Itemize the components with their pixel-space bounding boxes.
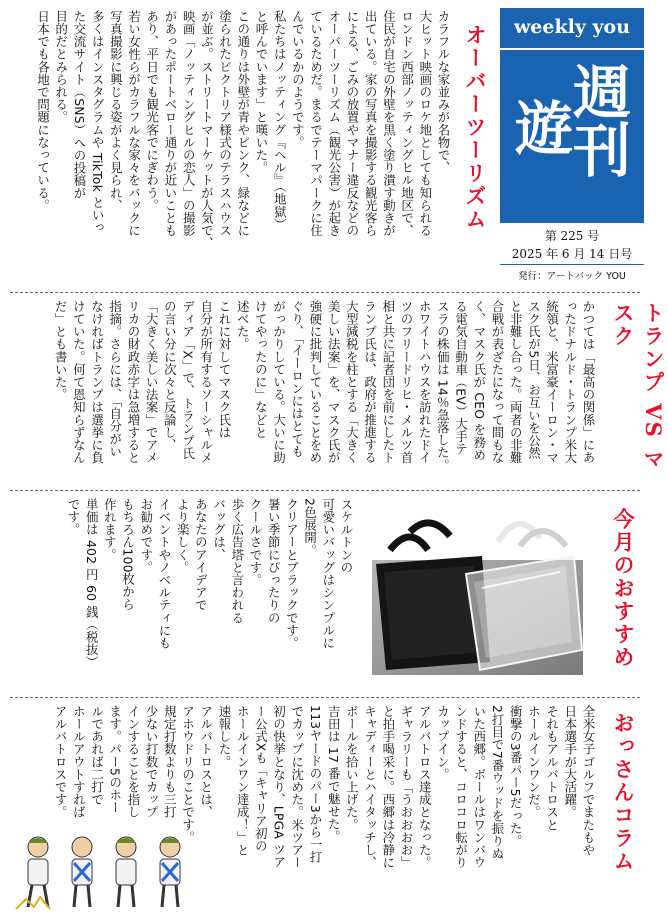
recommend-body: スケルトンの 可愛いバッグはシンプルに 2色展開。 クリアーとブラックです。 暑い季節にぴったりの クールさです。 歩く広告塔と言われる バッグは、 あなたのアイデアで より楽しく。 イベントやノベルティにも お勧めです。 もちろん100枚から 作れます。 単価は 402 円 60 銭（税抜） です。 <box>65 498 354 669</box>
overtourism-body: カラフルな家並みが名物で、 大ヒット映画のロケ地としても知られる ロンドン西部ノッティングヒル地区で、 住民が自宅の外壁を黒く塗り潰す動きが 出ている。家の写真を撮影する観光客ら による、ごみの放置やマナー違反などの オーバーツーリズム（観光公害）が起き ているためだ。まるでテーマパークに住 んでいるかのようです。 私たちはノッティング『ヘル』（地獄） と呼んでいます」と嘆いた。 この通りは外壁が青やピンク、緑などに 塗られたビクトリア様式のテラスハウス が並ぶ。ストリートマーケットが人気で、 映画「ノッティングヒルの恋人」の撮影 があったポートベロー通りが近いことも あり、平日でも観光客でにぎわう。 若い女性らがカラフルな家々をバックに 写真撮影に興じる姿がよく見られ、 多くはインスタグラムや TikTok といっ た交流サイト（SNS）への投稿が 目的だとみられる。 日本でも各地で問題になっている。 <box>35 10 451 250</box>
masthead-title-kanji-2: 遊 <box>505 98 573 156</box>
issue-date: 2025 年 6 月 14 日号 <box>511 247 633 261</box>
masthead <box>500 8 644 223</box>
section-divider-1 <box>10 292 640 293</box>
golfer-figure <box>116 837 136 907</box>
trump-musk-body: かつては「最高の関係」にあ ったドナルド・トランプ米大 統領と、米富豪イーロン・マ スク氏が5日、お互いを公然 と非難し合った。両者の非難 合戦が表ざたになって間もな く、マスク氏が CEO を務め る電気自動車（EV）大手テ スラの株価は 14％急落した。 ホワイトハウスを訪れたドイ ツのフリードリヒ・メルツ首 相と共に記者団を前にしたト ランプ氏は、政府が推進する 大型減税を柱とする「大きく 美しい法案」を、マスク氏が 強硬に批判していることをめ ぐり、「イーロンにはとても がっかりしている。大いに助 けてやったのに」などと 述べた。 これに対してマスク氏は 自分が所有するソーシャルメ ディア「X」で、トランプ氏 の言い分に次々と反論し、 「大きく美しい法案」でアメ リカの財政赤字は急増すると 指摘。さらには、「自分がい なければトランプは選挙に負 けていた。何て恩知らずなん だ」とも書いた。 <box>53 300 596 472</box>
golfer-figure <box>72 837 92 907</box>
ossan-body: 全米女子ゴルフでまたもや 日本選手が大活躍。 それもアルバトロスと ホールインワンだ。 衝撃の3番パー5だった。 2打目で7番ウッドを振りぬ いた西郷。ボールはワンバウ ンドすると、コロコロ転がり カップイン。 アルバトロス達成となった。 ギャラリーも「うおおおお」 と拍手喝采に。西郷は冷静に キャディーとハイタッチし、 ボールを拾い上げた。 吉田は 17 番で魅せた。 113ヤードのパー3から一打 でカップに沈めた。米ツアー 初の快挙となり、LPGA ツア ー公式Xも「キャリア初の ホールインワン達成！」と 速報した。 アルバトロスとは、 アホウドリのことです。 規定打数よりも三打 少ない打数でカップ インすることを指し ます。パー5のホー ルであれば二打で ホールアウトすれば アルバトロスです。 <box>53 705 596 869</box>
bag-photo <box>370 502 585 677</box>
ossan-title: おっさんコラム <box>611 712 636 873</box>
golfer-figure <box>16 837 50 909</box>
publisher-rule <box>500 264 644 265</box>
issue-number: 第 225 号 <box>544 229 600 243</box>
publisher: 発行：アートバック YOU <box>518 271 626 282</box>
section-divider-2 <box>10 490 640 491</box>
overtourism-title: オーバーツーリズム <box>463 24 488 231</box>
section-divider-3 <box>10 697 640 698</box>
golfers-illustration <box>12 833 190 913</box>
masthead-title-en: weekly you <box>513 16 631 38</box>
masthead-rule <box>500 48 644 50</box>
golfer-figure <box>160 837 180 907</box>
trump-musk-title: トランプ VS マスク <box>611 302 666 472</box>
masthead-title-kanji-1: 週刊 <box>563 62 631 178</box>
recommend-title: 今月のおすすめ <box>611 508 636 669</box>
